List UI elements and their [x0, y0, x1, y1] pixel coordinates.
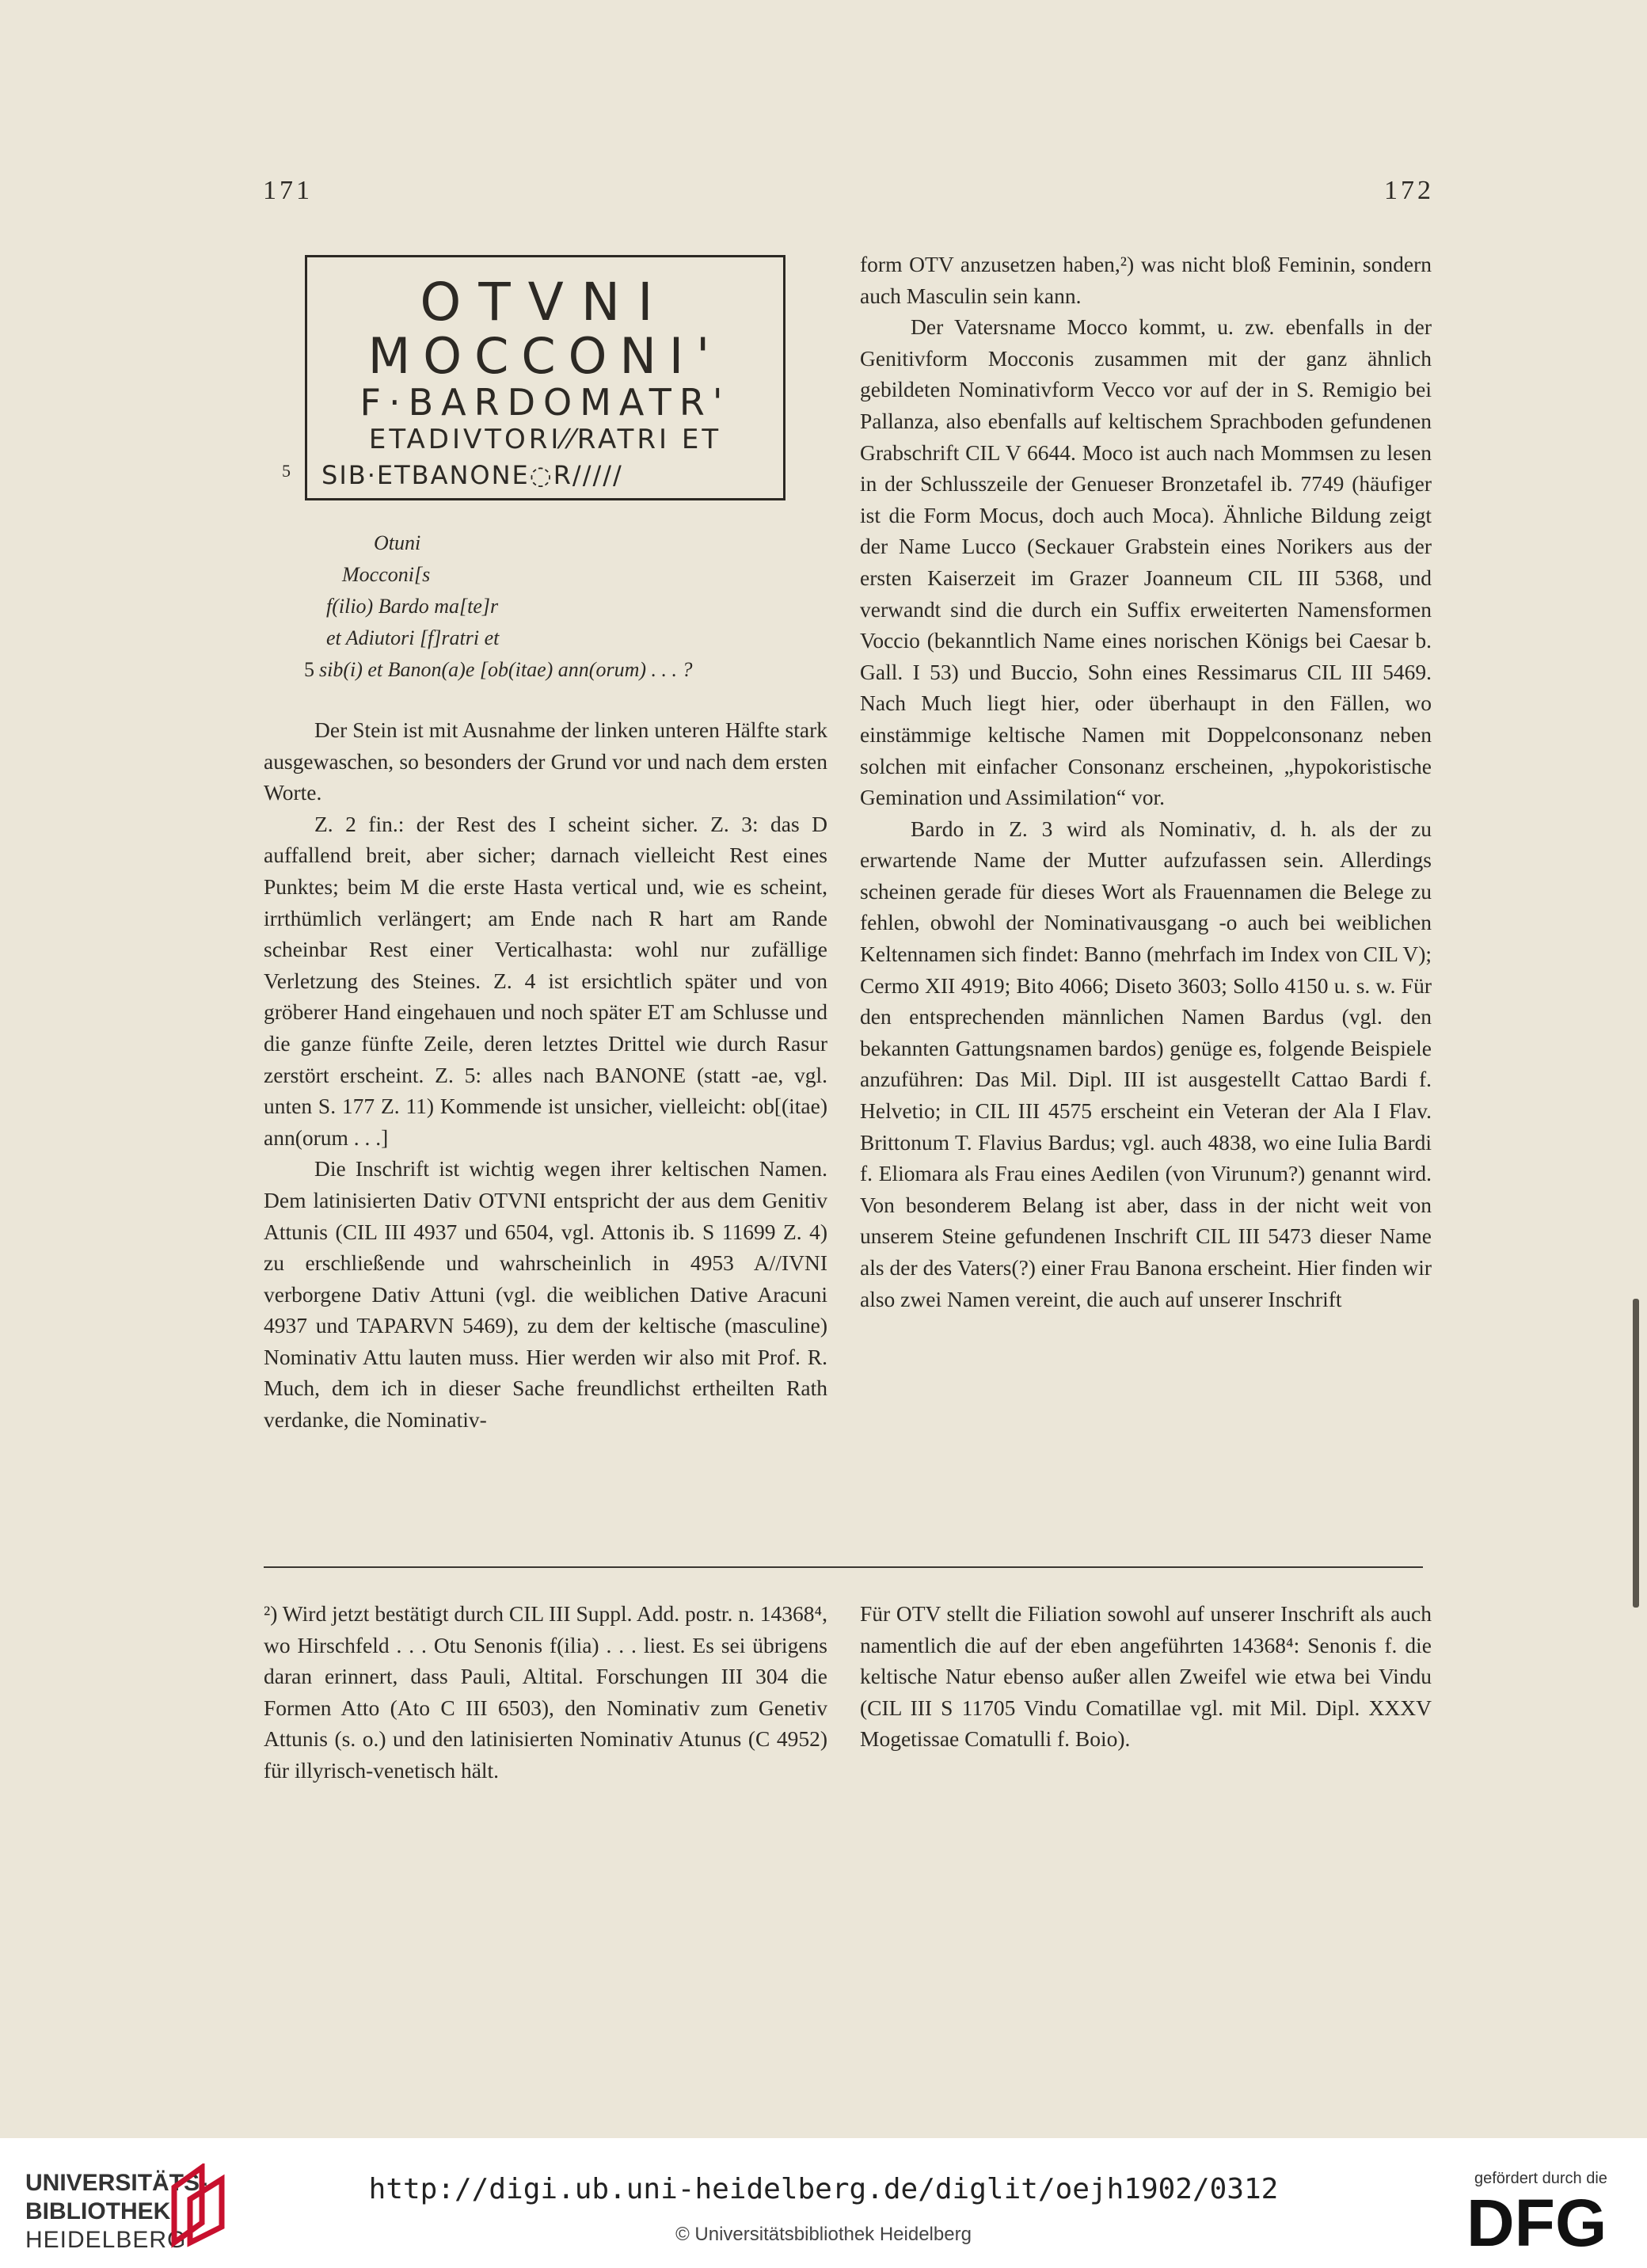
transcription-line-1: Otuni — [374, 531, 421, 554]
transcription — [304, 527, 817, 686]
left-column-text — [264, 714, 827, 1436]
right-paragraph-3: Bardo in Z. 3 wird als Nominativ, d. h. als der zu erwartende Name der Mutter aufzufassen sein. Allerdings scheinen gerade für dieses Wort als Frauennamen die Belege zu fehlen, obwohl der Nominativausgang -o auch bei weiblichen Keltennamen sich findet: Banno (mehrfach im Index von CIL V); Cermo XII 4919; Bito 4066; Diseto 3603; Sollo 4150 u. s. w. Für den entsprechenden männlichen Namen Bardus (vgl. den bekannten Gattungsnamen bardos) genüge es, folgende Beispiele anzuführen: Das Mil. Dipl. III ist ausgestellt Cattao Bardi f. Helvetio; in CIL III 4575 erscheint ein Veteran der Ala I Flav. Brittonum T. Flavius Bardus; vgl. auch 4838, wo eine Iulia Bardi f. Eliomara als Frau eines Aedilen (von Virunum?) genannt wird. Von besonderem Belang ist aber, dass in der nicht weit von unserem Steine gefundenen Inschrift CIL III 5473 dieser Name als der des Vaters(?) einer Frau Banona erscheint. Hier finden wir also zwei Namen vereint, die auch auf unserer Inschrift — [860, 816, 1432, 1311]
footnote-divider — [264, 1566, 1423, 1568]
inscription-line-number: 5 — [282, 461, 291, 481]
right-column-text — [860, 249, 1432, 1315]
transcription-line-4: et Adiutori [f]ratri et — [326, 626, 500, 649]
page-number-left: 171 — [263, 176, 313, 205]
library-name-line-1[interactable]: UNIVERSITÄTS- — [25, 2170, 208, 2196]
inscription-line-1: OTVNI — [420, 272, 671, 333]
inscription-line-3: F·BARDOMATR' — [359, 381, 731, 424]
permalink-url[interactable]: http://digi.ub.uni-heidelberg.de/diglit/oejh1902/0312 — [368, 2173, 1279, 2205]
library-name-line-3[interactable]: HEIDELBERG — [25, 2227, 187, 2253]
library-name-line-2[interactable]: BIBLIOTHEK — [25, 2198, 171, 2224]
footnote-right-text: Für OTV stellt die Filiation sowohl auf unserer Inschrift als auch namentlich die auf der eben angeführten 14368⁴: Senonis f. die keltische Natur ebenso außer allen Zweifel wie etwa bei Vindu (CIL III S 11705 Vindu Comatillae vgl. mit Mil. Dipl. XXXV Mogetissae Comatulli f. Boio). — [860, 1601, 1432, 1752]
dfg-logo-icon[interactable] — [1466, 2192, 1622, 2252]
copyright-notice: © Universitätsbibliothek Heidelberg — [675, 2224, 972, 2245]
left-paragraph-2: Z. 2 fin.: der Rest des I scheint sicher. Z. 3: das D auffallend breit, aber sicher; darnach vielleicht Rest eines Punktes; beim M die erste Hasta vertical und, wie es scheint, irrthümlich verlängert; am Ende nach R hart am Rande scheinbar Rest einer Verticalhasta: wohl nur zufällige Verletzung des Steines. Z. 4 ist ersichtlich später und von gröberer Hand eingehauen und noch später ET am Schlusse und die ganze fünfte Zeile, deren letztes Drittel wie durch Rasur zerstört erscheint. Z. 5: alles nach BANONE (statt -ae, vgl. unten S. 177 Z. 11) Kommende ist unsicher, vielleicht: ob[(itae) ann(orum . . .] — [264, 811, 827, 1150]
right-paragraph-2: Der Vatersname Mocco kommt, u. zw. ebenfalls in der Genitivform Mocconis zusammen mit der ganz ähnlich gebildeten Nominativform Vecco vor auf der in S. Remigio bei Pallanza, also ebenfalls auf keltischem Sprachboden gefundenen Grabschrift CIL V 6644. Moco ist auch nach Mommsen zu lesen in der Schlusszeile der Genueser Bronzetafel ib. 7749 (häufiger ist die Form Mocus, doch auch Moca). Ähnliche Bildung zeigt der Name Lucco (Seckauer Grabstein eines Norikers aus der ersten Kaiserzeit im Grazer Joanneum CIL III 5368, und verwandt sind die durch ein Suffix erweiterten Namensformen Voccio (bekanntlich Name eines norischen Königs bei Caesar b. Gall. I 53) und Buccio, Sohn eines Ressimarus CIL III 5469. Nach Much liegt hier, oder überhaupt in den Fällen, wo einstämmige keltische Namen mit Doppelconsonanz neben solchen mit einfacher Consonanz erscheinen, „hypokoristische Gemination und Assimilation“ vor. — [860, 314, 1432, 810]
left-paragraph-3: Die Inschrift ist wichtig wegen ihrer keltischen Namen. Dem latinisierten Dativ OTVNI entspricht der aus dem Genitiv Attunis (CIL III 4937 und 6504, vgl. Attonis ib. S 11699 Z. 4) zu erschließende und wahrscheinlich in 4953 A//IVNI verborgene Dativ Attuni (vgl. die weiblichen Dative Aracuni 4937 und TAPARVN 5469), zu dem der keltische (masculine) Nominativ Attu lauten muss. Hier werden wir also mit Prof. R. Much, dem ich in dieser Sache freundlichst ertheilten Rath verdanke, die Nominativ- — [264, 1156, 827, 1433]
footnote-left — [264, 1598, 827, 1787]
inscription-line-4: ETADIVTORI⁄⁄RATRI ET — [368, 424, 722, 455]
inscription-line-5: SIB·ETBANONE◌R///// — [321, 460, 623, 490]
dfg-logo-text: DFG — [1466, 2192, 1607, 2252]
dfg-caption: gefördert durch die — [1474, 2170, 1607, 2187]
transcription-line-2: Mocconi[s — [342, 563, 431, 586]
page-number-right: 172 — [1384, 176, 1434, 205]
inscription-drawing — [305, 255, 785, 500]
left-paragraph-1: Der Stein ist mit Ausnahme der linken unteren Hälfte stark ausgewaschen, so besonders der Grund vor und nach dem ersten Worte. — [264, 717, 827, 805]
transcription-line-3: f(ilio) Bardo ma[te]r — [326, 595, 499, 618]
page-edge-mark — [1633, 1299, 1639, 1608]
transcription-line-5: 5 sib(i) et Banon(a)e [ob(itae) ann(orum) . . . ? — [304, 658, 693, 681]
inscription-line-2: MOCCONI' — [367, 327, 723, 385]
footnote-left-text: ²) Wird jetzt bestätigt durch CIL III Suppl. Add. postr. n. 14368⁴, wo Hirschfeld . . . Otu Senonis f(ilia) . . . liest. Es sei übrigens daran erinnert, dass Pauli, Altital. Forschungen III 304 die Formen Atto (Ato C III 6503), den Nominativ zum Genetiv Attunis (s. o.) und den latinisierten Nominativ Atunus (C 4952) für illyrisch-venetisch hält. — [264, 1601, 827, 1783]
footnote-right — [860, 1598, 1432, 1755]
right-paragraph-1: form OTV anzusetzen haben,²) was nicht bloß Feminin, sondern auch Masculin sein kann. — [860, 252, 1432, 308]
